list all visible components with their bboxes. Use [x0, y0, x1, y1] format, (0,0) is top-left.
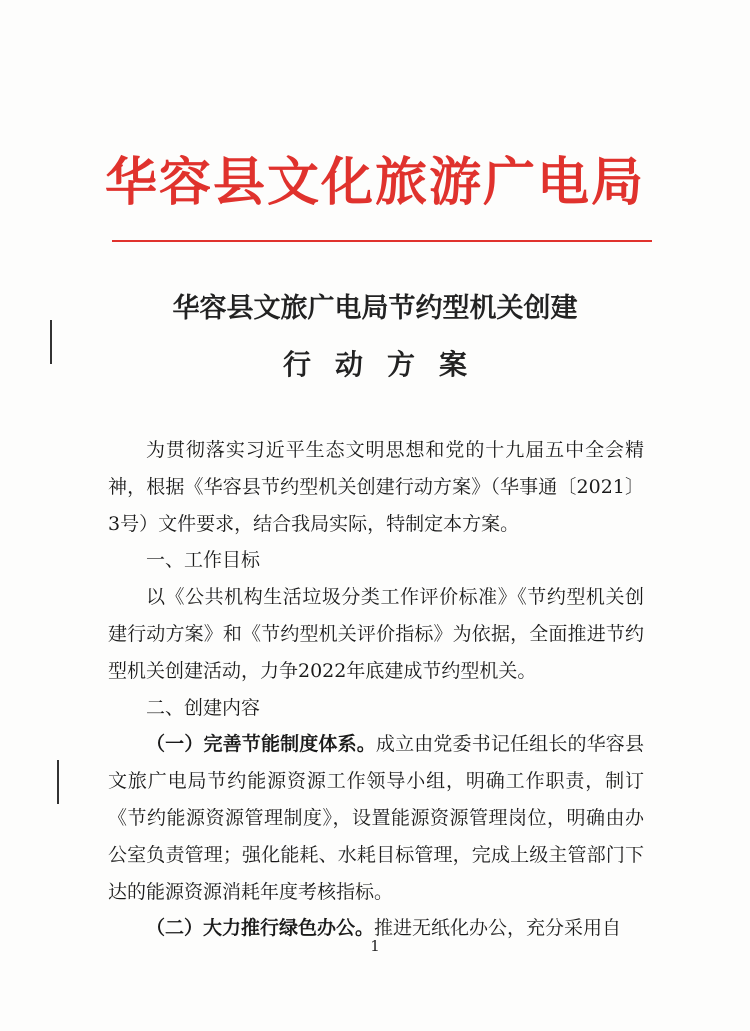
- scan-mark: [57, 760, 59, 804]
- document-body: [108, 432, 644, 947]
- intro-paragraph: 为贯彻落实习近平生态文明思想和党的十九届五中全会精神，根据《华容县节约型机关创建行动方案》（华事通〔2021〕3号）文件要求，结合我局实际，特制定本方案。: [108, 439, 644, 535]
- section1-heading: 一、工作目标: [146, 549, 261, 572]
- item1-lead: （一）完善节能制度体系。: [146, 733, 376, 756]
- item1-text: 成立由党委书记任组长的华容县文旅广电局节约能源资源工作领导小组，明确工作职责，制订《节约能源资源管理制度》，设置能源资源管理岗位，明确由办公室负责管理；强化能耗、水耗目标管理，完成上级主管部门下达的能源资源消耗年度考核指标。: [108, 733, 644, 903]
- section2-heading: 二、创建内容: [146, 696, 261, 719]
- document-title-line2: 行动方案: [282, 348, 491, 381]
- letterhead: 华容县文化旅游广电局: [104, 153, 645, 213]
- item2-text: 推进无纸化办公，充分采用自: [374, 917, 622, 940]
- section1-paragraph: 以《公共机构生活垃圾分类工作评价标准》《节约型机关创建行动方案》和《节约型机关评价指标》为依据，全面推进节约型机关创建活动，力争2022年底建成节约型机关。: [108, 586, 644, 682]
- scan-mark: [50, 320, 52, 364]
- page-number: 1: [370, 937, 380, 955]
- section2-item1: [108, 726, 644, 910]
- document-title: 华容县文旅广电局节约型机关创建: [172, 293, 578, 324]
- item2-lead: （二）大力推行绿色办公。: [146, 917, 375, 940]
- red-rule: [112, 240, 652, 242]
